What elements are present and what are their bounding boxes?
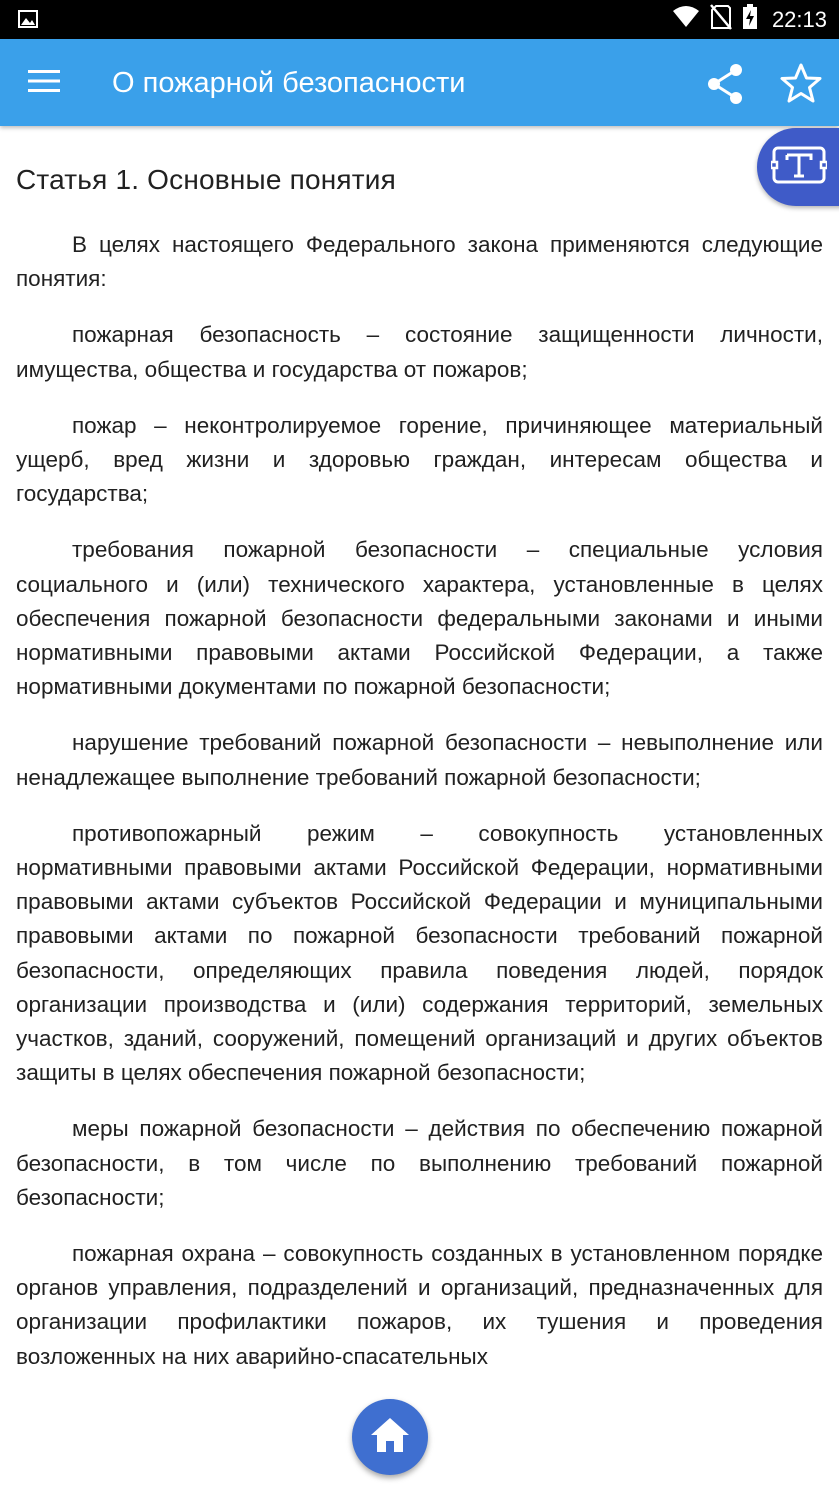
no-sim-icon [710, 4, 732, 35]
share-button[interactable] [703, 61, 749, 107]
article-paragraph: противопожарный режим – совокупность установленных нормативными правовыми актами Российской Федерации, нормативными правовыми актами субъектов Российской Федерации и муниципальными правовыми актами по пожарной безопасности требований пожарной безопасности, определяющих правила поведения людей, порядок организации производства и (или) содержания территорий, земельных участков, зданий, сооружений, помещений организаций и других объектов защиты в целях обеспечения пожарной безопасности; [16, 820, 823, 1086]
article-paragraph: меры пожарной безопасности – действия по обеспечению пожарной безопасности, в том числе по выполнению требований пожарной безопасности; [16, 1116, 823, 1210]
image-notification-icon [18, 9, 38, 29]
article-paragraph: В целях настоящего Федерального закона применяются следующие понятия: [16, 232, 823, 292]
article-paragraph: пожарная безопасность – состояние защищенности личности, имущества, общества и государства от пожаров; [16, 322, 823, 382]
article-title: Статья 1. Основные понятия [16, 164, 396, 195]
home-button[interactable] [352, 1399, 428, 1475]
article-paragraph: нарушение требований пожарной безопасности – невыполнение или ненадлежащее выполнение требований пожарной безопасности; [16, 730, 823, 790]
page-title: О пожарной безопасности [112, 67, 466, 99]
article-paragraph: требования пожарной безопасности – специальные условия социального и (или) технического характера, установленные в целях обеспечения пожарной безопасности федеральными законами и иными нормативными правовыми актами Российской Федерации, а также нормативными документами по пожарной безопасности; [16, 537, 823, 700]
app-bar [0, 39, 839, 126]
article-paragraph: пожар – неконтролируемое горение, причиняющее материальный ущерб, вред жизни и здоровью граждан, интересам общества и государства; [16, 412, 823, 507]
wifi-icon [672, 5, 700, 34]
article-content [16, 160, 823, 1396]
hamburger-menu-icon [28, 69, 60, 98]
article-paragraph: пожарная охрана – совокупность созданных в установленном порядке органов управления, подразделений и организаций, предназначенных для организации профилактики пожаров, их тушения и проведения возложенных на них аварийно-спасательных [16, 1241, 823, 1369]
battery-charging-icon [742, 4, 758, 35]
menu-button[interactable] [22, 63, 66, 103]
share-icon [703, 94, 749, 111]
status-time: 22:13 [771, 6, 827, 32]
star-outline-icon [778, 94, 824, 111]
favorite-button[interactable] [778, 61, 824, 107]
status-bar [0, 0, 839, 39]
home-icon [369, 1416, 411, 1459]
status-icons [672, 0, 827, 39]
